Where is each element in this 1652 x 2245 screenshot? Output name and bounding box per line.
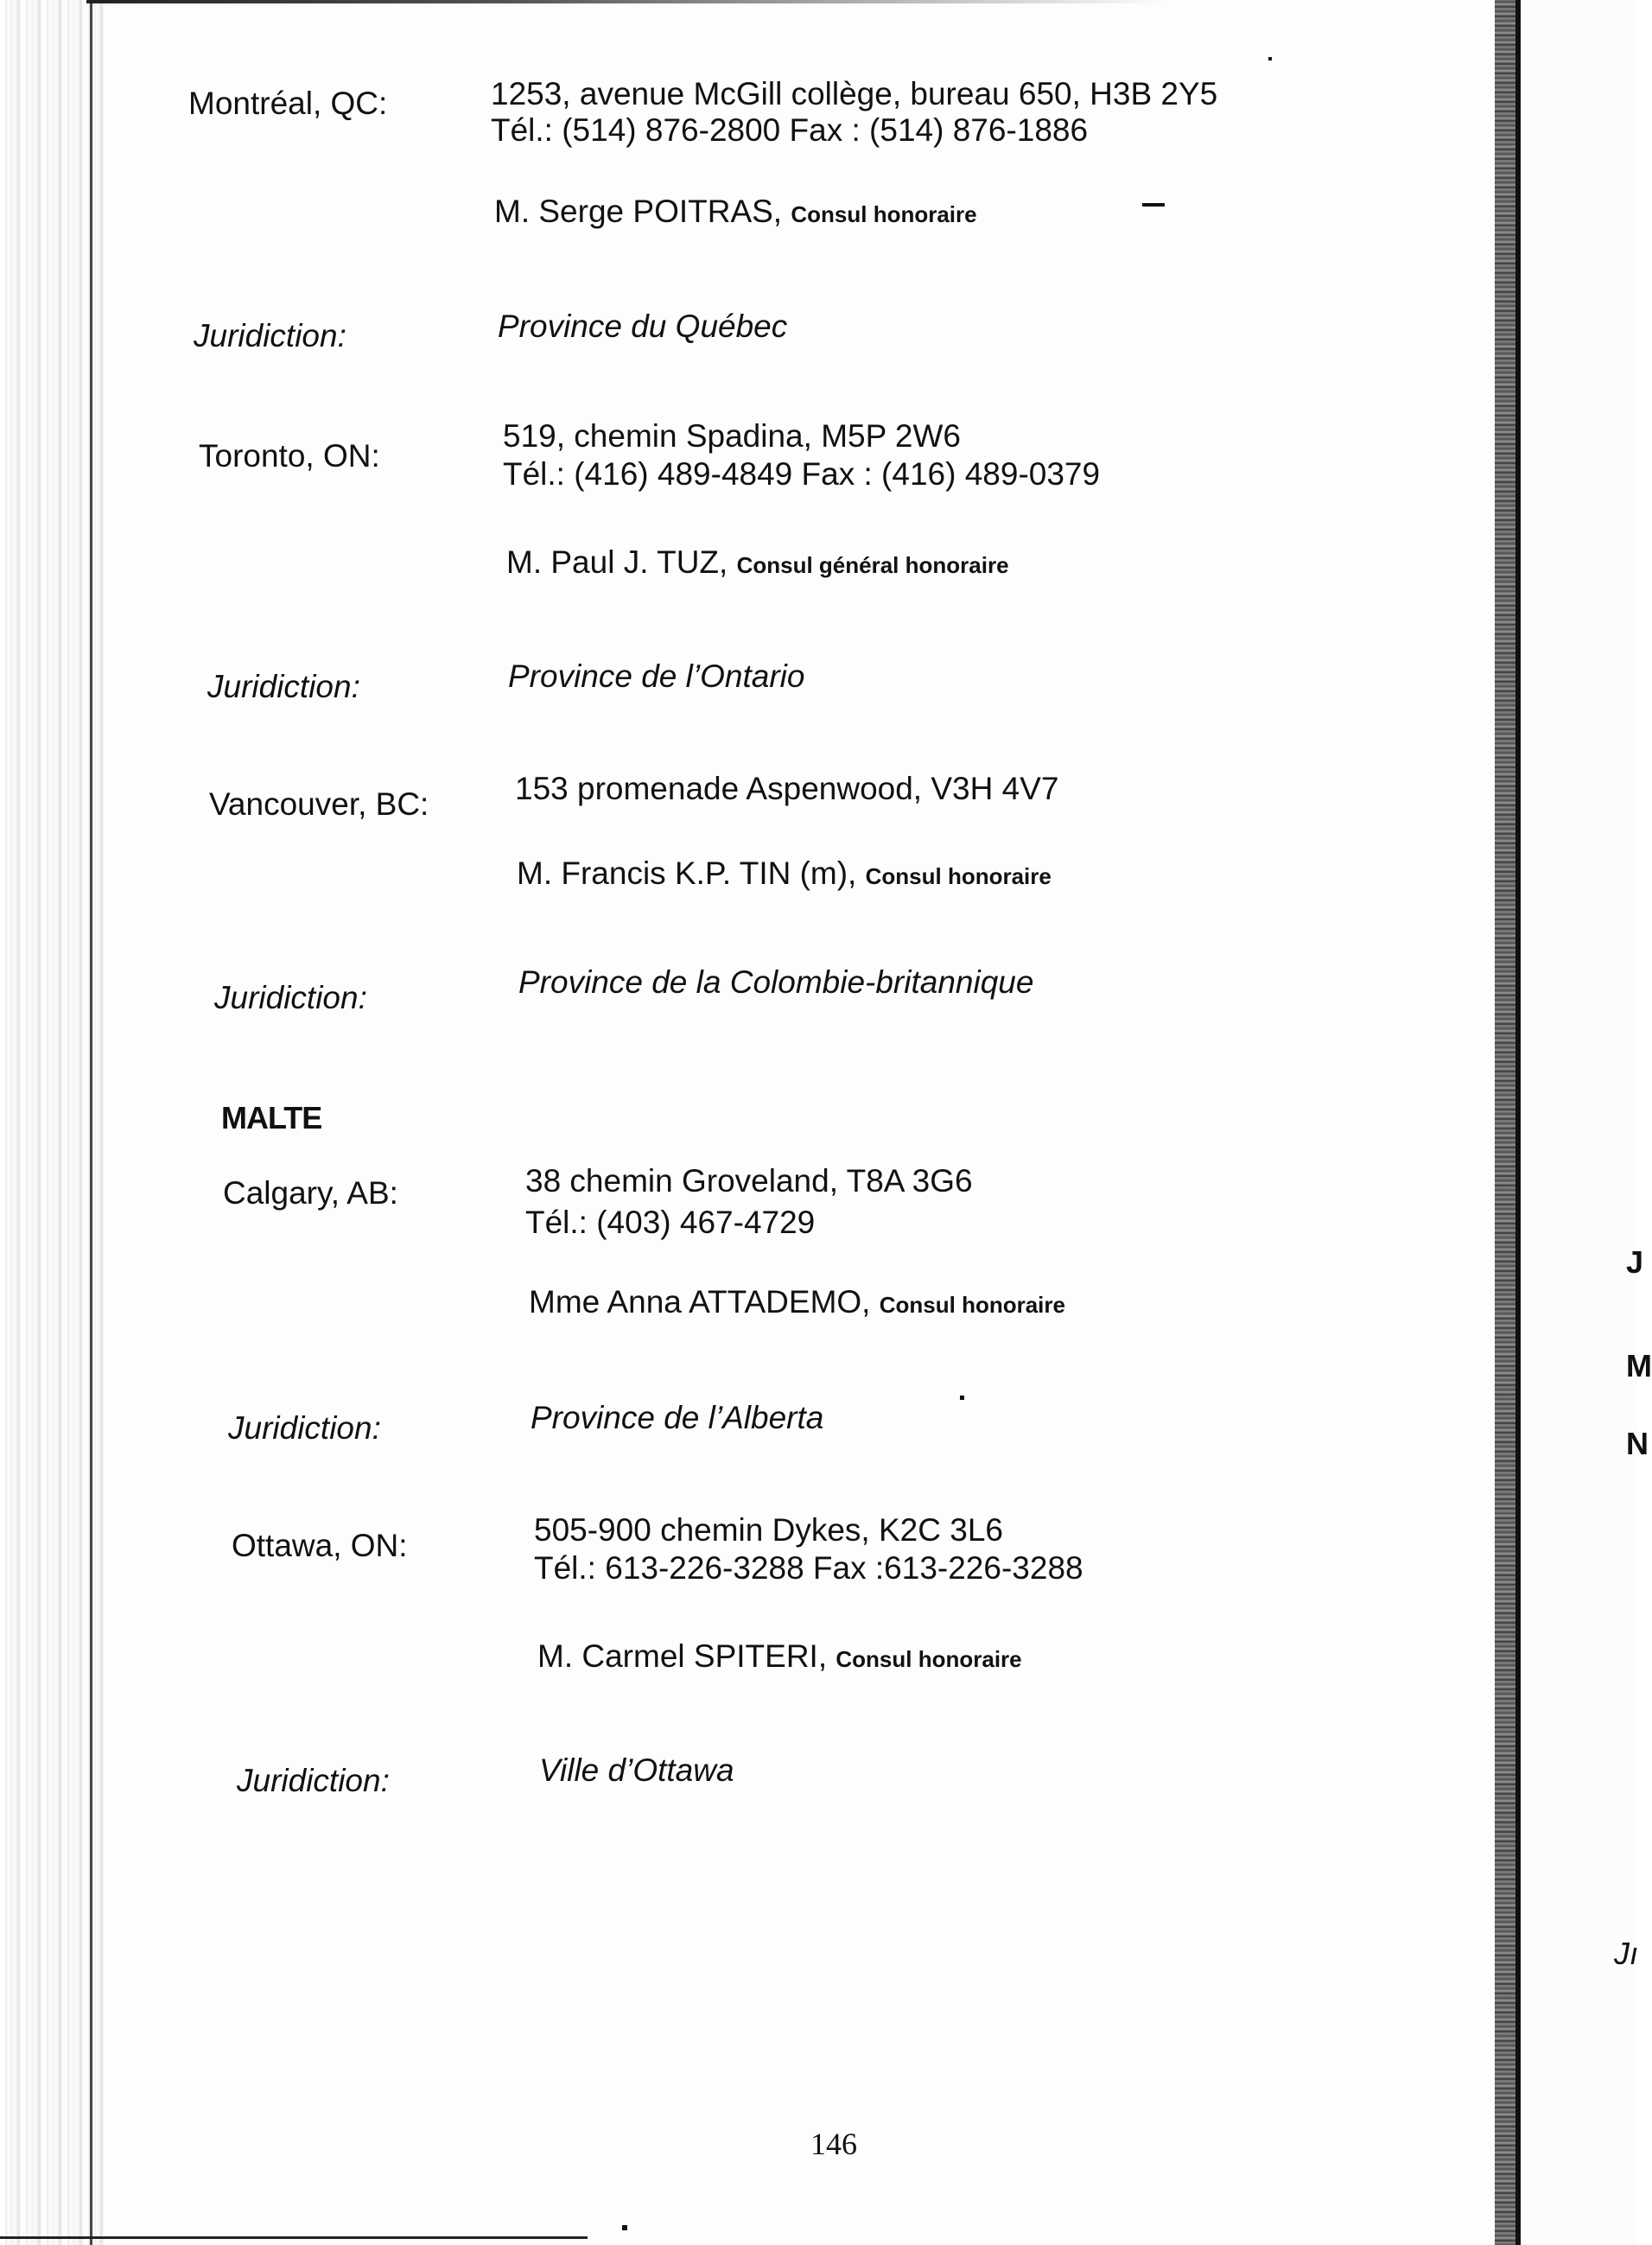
jurisdiction-value: Ville d’Ottawa [539, 1752, 734, 1788]
consul-line [506, 543, 1009, 585]
consul-name: M. Paul J. TUZ, [506, 544, 728, 580]
jurisdiction-label: Juridiction: [228, 1410, 381, 1446]
adjacent-page-fragment: Jı [1614, 1936, 1639, 1971]
address: 519, chemin Spadina, M5P 2W6 [503, 418, 961, 454]
jurisdiction-label: Juridiction: [207, 669, 360, 704]
consul-title: Consul honoraire [865, 863, 1052, 889]
scan-speck [960, 1396, 964, 1400]
consul-line [494, 192, 977, 234]
adjacent-page-fragment: M [1626, 1348, 1652, 1383]
consul-title: Consul honoraire [791, 201, 977, 227]
scan-speck [622, 2225, 627, 2230]
consul-name: Mme Anna ATTADEMO, [529, 1284, 871, 1320]
consul-title: Consul honoraire [836, 1646, 1022, 1672]
consul-title: Consul honoraire [879, 1292, 1065, 1318]
consul-name: M. Francis K.P. TIN (m), [517, 855, 857, 891]
scan-speck [1142, 203, 1165, 207]
jurisdiction-label: Juridiction: [194, 318, 346, 353]
address: 505-900 chemin Dykes, K2C 3L6 [534, 1512, 1003, 1548]
phone-fax: Tél.: (514) 876-2800 Fax : (514) 876-1886 [491, 112, 1089, 148]
scan-binding-strip [1495, 0, 1521, 2245]
consul-line [529, 1282, 1065, 1325]
section-heading: MALTE [221, 1100, 322, 1135]
address: 38 chemin Groveland, T8A 3G6 [525, 1163, 973, 1199]
consul-name: M. Serge POITRAS, [494, 194, 783, 229]
adjacent-page-fragment: N [1626, 1426, 1649, 1461]
page-number-text: 146 [810, 2127, 857, 2161]
jurisdiction-value: Province de l’Alberta [531, 1400, 824, 1435]
jurisdiction-label: Juridiction: [214, 980, 367, 1015]
jurisdiction-value: Province du Québec [498, 308, 788, 344]
consul-line [517, 854, 1052, 896]
city-label: Vancouver, BC: [209, 786, 429, 822]
city-label: Toronto, ON: [199, 438, 380, 474]
phone-fax: Tél.: 613-226-3288 Fax :613-226-3288 [534, 1550, 1083, 1586]
address: 153 promenade Aspenwood, V3H 4V7 [515, 771, 1059, 806]
consul-title: Consul général honoraire [736, 552, 1009, 578]
adjacent-page-fragment: J [1626, 1244, 1644, 1280]
city-label: Calgary, AB: [223, 1175, 398, 1211]
phone-fax: Tél.: (403) 467-4729 [525, 1205, 816, 1240]
scan-bottom-edge [0, 2236, 588, 2239]
adjacent-page [1521, 0, 1652, 2245]
address: 1253, avenue McGill collège, bureau 650, H3B 2Y5 [491, 76, 1218, 111]
scan-top-edge [86, 0, 1166, 3]
consul-line [537, 1637, 1022, 1679]
scan-speck [1268, 57, 1272, 60]
scan-left-margin [0, 0, 104, 2245]
consul-name: M. Carmel SPITERI, [537, 1638, 828, 1674]
city-label: Ottawa, ON: [232, 1528, 408, 1563]
jurisdiction-label: Juridiction: [237, 1763, 390, 1798]
jurisdiction-value: Province de la Colombie-britannique [518, 964, 1034, 1000]
jurisdiction-value: Province de l’Ontario [508, 658, 805, 694]
city-label: Montréal, QC: [188, 86, 388, 121]
phone-fax: Tél.: (416) 489-4849 Fax : (416) 489-0379 [503, 456, 1101, 492]
